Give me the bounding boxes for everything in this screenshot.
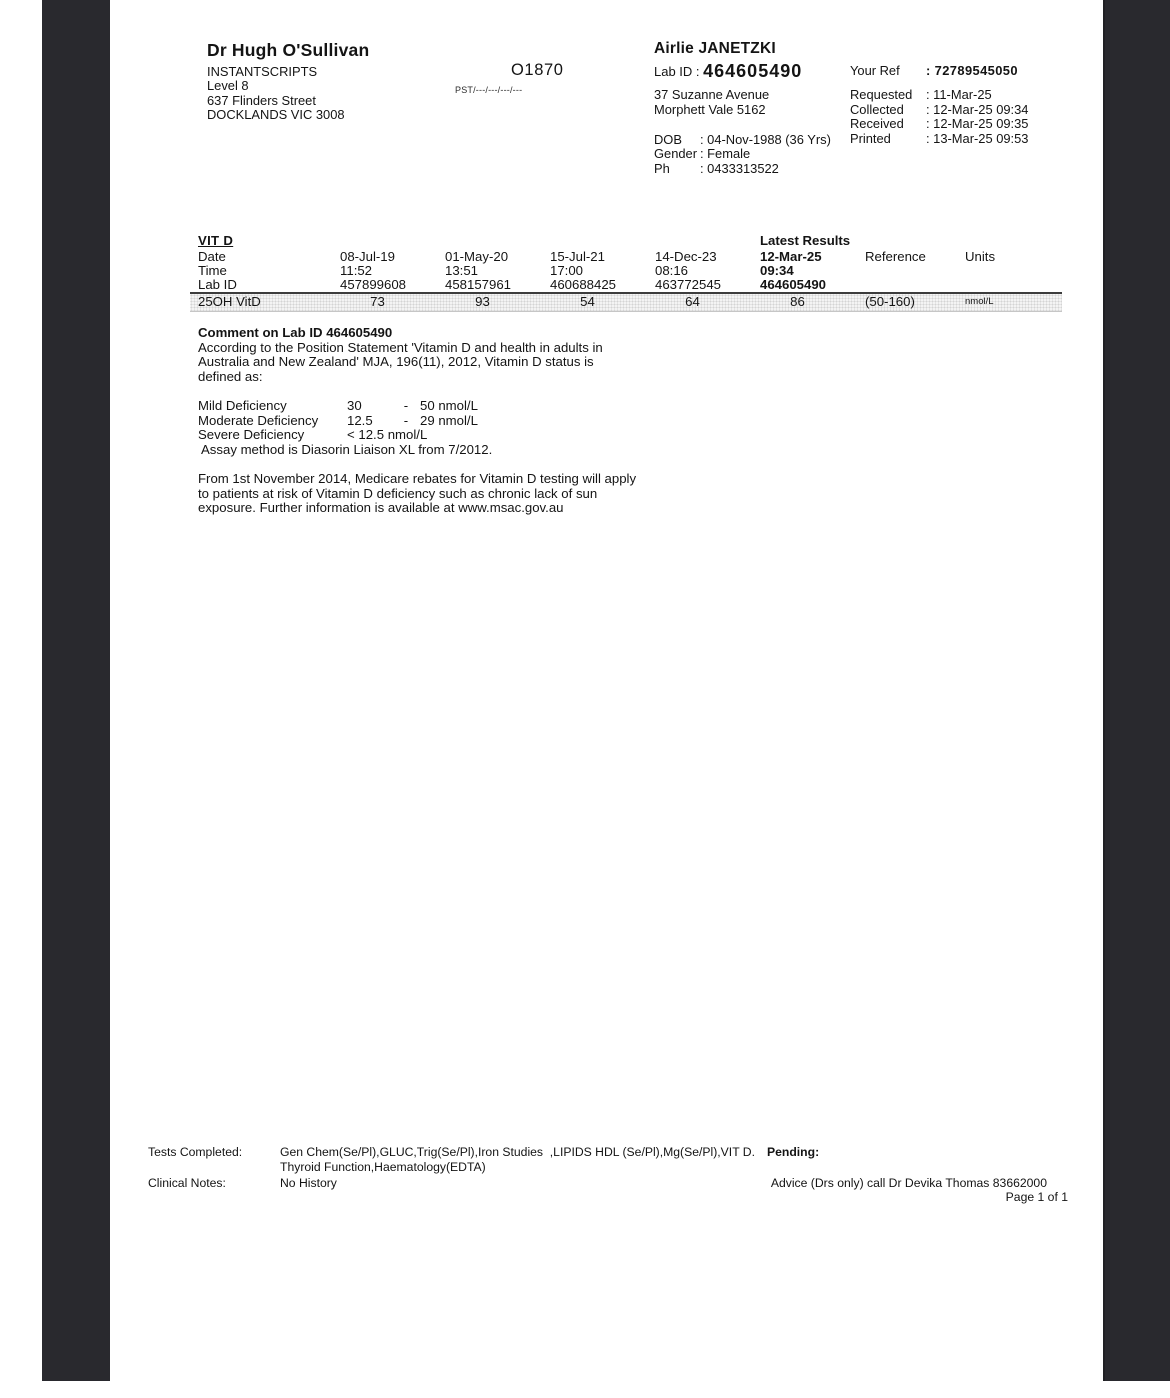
patient-gender-row [654,147,831,161]
reference-header: Reference [865,249,926,264]
section-title: VIT D [198,233,234,248]
advice-line: Advice (Drs only) call Dr Devika Thomas 83662000 [770,1176,1047,1190]
report-page [110,0,1103,1381]
requested-row: Requested : 11-Mar-25 [850,87,992,102]
doctor-address-block [207,65,345,122]
doctor-name: Dr Hugh O'Sullivan [207,40,370,60]
deficiency-row-severe: Severe Deficiency < 12.5 nmol/L [198,427,428,443]
analyte-result-row: 25OH VitD 73 93 54 64 86 (50-160) nmol/L [190,292,1062,312]
assay-method-line: Assay method is Diasorin Liaison XL from 7/2012. [201,441,493,457]
doctor-address-line: Level 8 [207,78,249,94]
your-ref-value: : 72789545050 [926,63,1018,78]
table-title-row [194,234,1062,250]
gender-value: : Female [700,146,751,162]
viewer-frame-left [42,0,113,1381]
doctor-address-line: DOCKLANDS VIC 3008 [207,106,345,122]
doctor-practice: INSTANTSCRIPTS [207,64,318,79]
patient-phone-row [654,162,831,176]
request-meta-block [850,88,1028,146]
gender-label: Gender [654,146,697,162]
pst-line: PST/---/---/---/--- [455,85,523,95]
lab-id-label: Lab ID : [654,64,704,79]
time-row-label: Time [198,262,227,278]
units-value: nmol/L [965,296,994,308]
tests-completed-label: Tests Completed: [148,1145,243,1159]
viewer-frame-right [1103,0,1170,1381]
collected-row: Collected : 12-Mar-25 09:34 [850,101,1029,117]
labid-row: Lab ID 457899608 458157961 460688425 463772545 464605490 [194,278,1062,292]
date-row: Date 08-Jul-19 01-May-20 15-Jul-21 14-Dec-23 12-Mar-25 Reference Units [194,250,1062,264]
tests-completed-line1: Gen Chem(Se/Pl),GLUC,Trig(Se/Pl),Iron Studies ,LIPIDS HDL (Se/Pl),Mg(Se/Pl),VIT D. Pending: [280,1145,820,1159]
latest-value: 86 [790,294,805,310]
patient-meta-block [654,133,831,176]
patient-address-line: Morphett Vale 5162 [654,101,766,117]
time-row: Time 11:52 13:51 17:00 08:16 09:34 [194,264,1062,278]
printed-row: Printed : 13-Mar-25 09:53 [850,130,1029,146]
dob-label: DOB [654,132,682,147]
received-row: Received : 12-Mar-25 09:35 [850,116,1029,132]
lab-id-line [654,61,802,82]
lab-id-value: 464605490 [703,61,803,81]
latest-date: 12-Mar-25 [760,249,822,264]
latest-time: 09:34 [760,262,794,278]
tests-completed-line2: Thyroid Function,Haematology(EDTA) [280,1160,486,1174]
practice-code: O1870 [511,61,564,79]
your-ref-label: Your Ref [850,63,900,78]
latest-labid: 464605490 [760,276,827,292]
patient-name: Airlie JANETZKI [654,40,776,57]
phone-value: : 0433313522 [700,160,779,176]
deficiency-row-moderate: Moderate Deficiency 12.5 - 29 nmol/L [198,412,478,428]
vitd-results-table [194,234,1062,312]
reference-range: (50-160) [865,294,915,310]
patient-dob-row [654,133,831,147]
page-number: Page 1 of 1 [1005,1190,1068,1204]
dob-value: : 04-Nov-1988 (36 Yrs) [700,132,831,147]
labid-row-label: Lab ID [198,276,237,292]
clinical-notes-label: Clinical Notes: [148,1176,226,1190]
patient-address-block [654,88,769,117]
phone-label: Ph [654,160,670,176]
units-header: Units [965,249,996,264]
patient-address-line: 37 Suzanne Avenue [654,87,770,102]
comment-block: Comment on Lab ID 464605490 According to the Position Statement 'Vitamin D and health in adults in Australia and New Zealand' MJA, 196(11), 2012, Vitamin D status is defined as: Mild Deficiency 30 - 50 nmol/L Moderate Deficiency 12.5 - 29 nmol/L Severe Deficiency < 12.5 nmol/L Assay method is Diasorin Liaison XL from 7/2012. From 1st November 2014, Medicare rebates for Vitamin D testing will apply to patients at risk of Vitamin D deficiency such as chronic lack of sun exposure. Further information is available at www.msac.gov.au [198,326,798,516]
pending-label: Pending: [767,1145,820,1159]
doctor-address-line: 637 Flinders Street [207,92,316,108]
your-ref-row [850,63,1018,78]
date-row-label: Date [198,249,226,264]
clinical-notes-value: No History [280,1176,337,1190]
analyte-name: 25OH VitD [198,294,261,310]
comment-title: Comment on Lab ID 464605490 [198,325,393,340]
deficiency-row-mild: Mild Deficiency 30 - 50 nmol/L [198,397,478,413]
latest-results-header: Latest Results [760,233,851,248]
